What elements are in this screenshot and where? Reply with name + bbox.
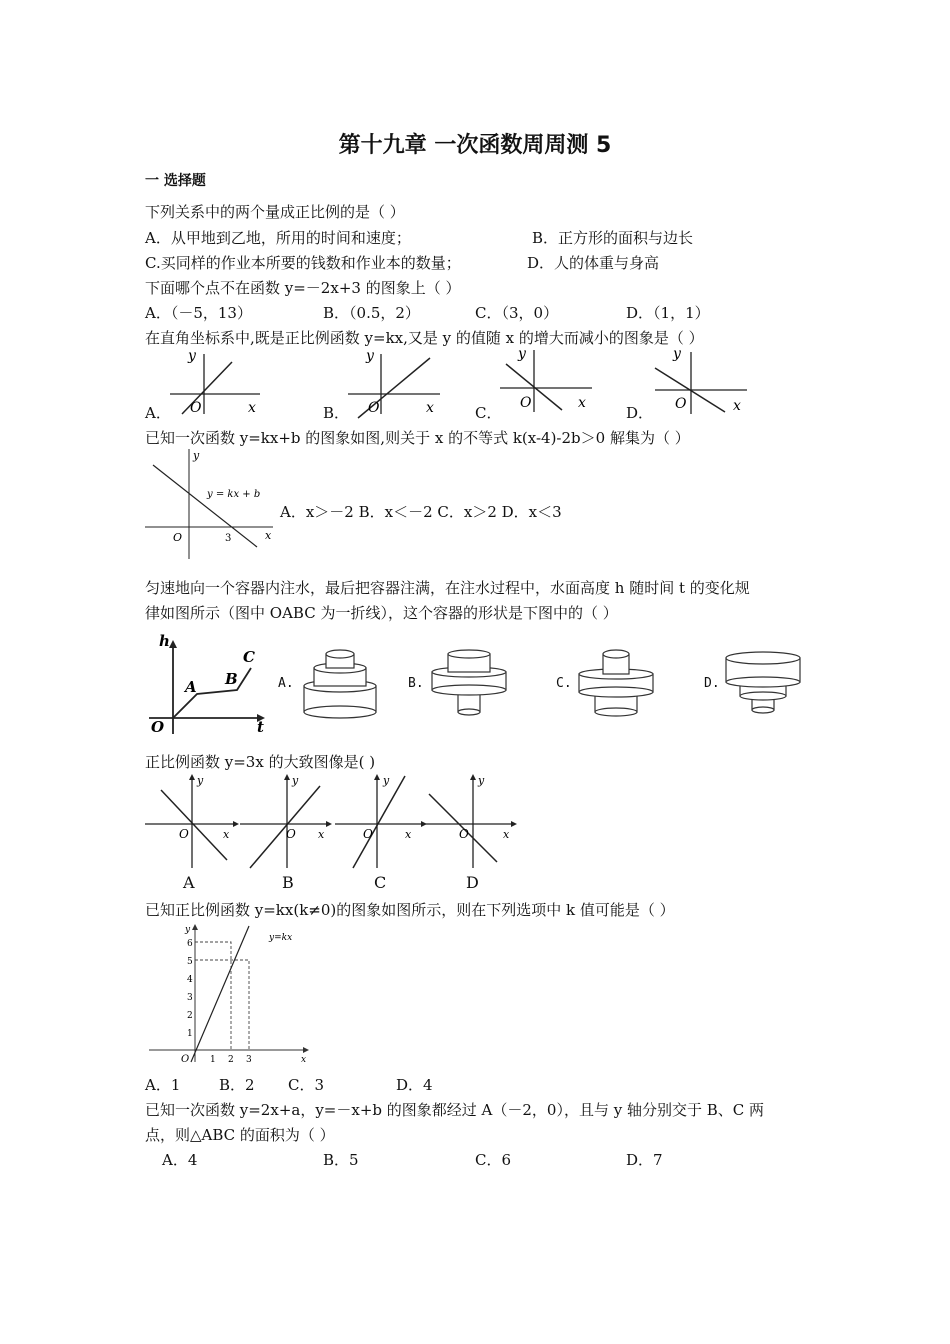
- q6a-y-label: y: [197, 774, 204, 787]
- q3-graph-a: [170, 348, 265, 418]
- q5-t-label: t: [257, 718, 264, 736]
- q1-option-d: D．人的体重与身高: [527, 254, 660, 272]
- q8-option-a: A．4: [162, 1151, 198, 1169]
- q1-option-a: A．从甲地到乙地，所用的时间和速度；: [145, 229, 411, 247]
- q7-line-label: y=kx: [269, 933, 293, 943]
- q3-option-c: C．: [475, 404, 502, 422]
- q5-container-b: [428, 650, 510, 718]
- q3b-y-label: y: [366, 348, 374, 364]
- q6a-o-label: O: [179, 827, 189, 841]
- q3-option-d: D．: [626, 404, 654, 422]
- q8-stem-line1: 已知一次函数 y=2x+a，y=－x+b 的图象都经过 A（－2，0），且与 y 轴分别交于 B、C 两: [145, 1101, 765, 1119]
- q5-option-a: A.: [278, 676, 294, 691]
- q7-option-c: C．3: [288, 1076, 325, 1094]
- q2-option-d: D．（1，1）: [626, 304, 710, 322]
- q1-option-c: C.买同样的作业本所要的钱数和作业本的数量；: [145, 254, 461, 272]
- q7-y-label: y: [185, 925, 191, 935]
- q6c-o-label: O: [363, 827, 373, 841]
- q5-container-c: [575, 648, 657, 718]
- q8-option-b: B．5: [323, 1151, 359, 1169]
- q7-ytick-4: 4: [187, 975, 193, 985]
- q3a-o-label: O: [190, 400, 202, 416]
- q3-option-b: B．: [323, 404, 350, 422]
- q5-graph: [145, 630, 270, 740]
- q7-o-label: O: [181, 1054, 190, 1065]
- q4-options: A．x＞－2 B．x＜－2 C．x＞2 D．x＜3: [280, 503, 562, 521]
- q4-x-intercept-label: 3: [225, 533, 232, 544]
- q6-graph-c: [335, 772, 430, 872]
- q7-ytick-1: 1: [187, 1029, 193, 1039]
- q6c-y-label: y: [383, 774, 390, 787]
- q6b-o-label: O: [286, 827, 296, 841]
- q5-option-d: D.: [704, 676, 720, 691]
- page-title: 第十九章 一次函数周周测 5: [338, 133, 612, 158]
- q6-option-b: B: [282, 873, 294, 892]
- q2-stem: 下面哪个点不在函数 y=－2x+3 的图象上（ ）: [145, 279, 461, 297]
- q4-stem: 已知一次函数 y=kx+b 的图象如图,则关于 x 的不等式 k(x-4)-2b＞0 解集为（ ）: [145, 429, 690, 447]
- q5-option-b: B.: [408, 676, 424, 691]
- q5-a-label: A: [185, 678, 197, 696]
- q3-option-a: A．: [145, 404, 171, 422]
- q5-container-a: [300, 648, 382, 718]
- q7-ytick-2: 2: [187, 1011, 193, 1021]
- q3a-y-label: y: [188, 348, 196, 364]
- q7-graph: [145, 922, 315, 1067]
- q5-o-label: O: [151, 718, 165, 736]
- q4-o-label: O: [173, 531, 183, 544]
- q1-stem: 下列关系中的两个量成正比例的是（ ）: [145, 203, 405, 221]
- q6-option-c: C: [374, 873, 387, 892]
- q3-graph-d: [655, 346, 750, 416]
- q6d-x-label: x: [503, 828, 510, 841]
- q1-option-b: B．正方形的面积与边长: [532, 229, 694, 247]
- q5-option-c: C.: [556, 676, 572, 691]
- q3b-x-label: x: [426, 400, 434, 416]
- q7-ytick-5: 5: [187, 957, 193, 967]
- q2-option-c: C．（3，0）: [475, 304, 559, 322]
- q2-option-b: B．（0.5，2）: [323, 304, 420, 322]
- q7-x-label: x: [301, 1055, 307, 1065]
- q5-b-label: B: [225, 670, 238, 688]
- q7-stem: 已知正比例函数 y=kx(k≠0)的图象如图所示，则在下列选项中 k 值可能是（ ）: [145, 901, 675, 919]
- q6b-x-label: x: [318, 828, 325, 841]
- q7-option-d: D．4: [396, 1076, 433, 1094]
- q3-graph-c: [500, 344, 595, 414]
- q7-xtick-2: 2: [228, 1055, 234, 1065]
- q7-ytick-3: 3: [187, 993, 193, 1003]
- q3c-y-label: y: [518, 346, 526, 362]
- q6-option-a: A: [183, 873, 195, 892]
- q3-graph-b: [348, 348, 443, 418]
- q6-stem: 正比例函数 y=3x 的大致图像是( ): [145, 753, 376, 771]
- q5-c-label: C: [243, 648, 255, 666]
- q5-stem-line1: 匀速地向一个容器内注水，最后把容器注满，在注水过程中，水面高度 h 随时间 t 的变化规: [145, 579, 750, 597]
- q6-graph-b: [240, 772, 335, 872]
- q4-graph: [145, 447, 280, 562]
- q4-line-label: y = kx + b: [207, 489, 261, 500]
- q7-xtick-3: 3: [246, 1055, 252, 1065]
- q5-container-d: [722, 648, 804, 718]
- q3d-o-label: O: [675, 396, 687, 412]
- q6a-x-label: x: [223, 828, 230, 841]
- q7-option-b: B．2: [219, 1076, 255, 1094]
- q6d-o-label: O: [459, 827, 469, 841]
- q3c-o-label: O: [520, 395, 532, 411]
- q7-ytick-6: 6: [187, 939, 193, 949]
- q4-x-label: x: [265, 529, 272, 542]
- section-heading: 一 选择题: [145, 173, 206, 189]
- q6b-y-label: y: [292, 774, 299, 787]
- q6d-y-label: y: [478, 774, 485, 787]
- q3-stem: 在直角坐标系中,既是正比例函数 y=kx,又是 y 的值随 x 的增大而减小的图象是（ ）: [145, 329, 704, 347]
- q8-option-c: C．6: [475, 1151, 512, 1169]
- q7-option-a: A．1: [145, 1076, 181, 1094]
- q3a-x-label: x: [248, 400, 256, 416]
- q6-option-d: D: [466, 873, 479, 892]
- q5-stem-line2: 律如图所示（图中 OABC 为一折线），这个容器的形状是下图中的（ ）: [145, 604, 618, 622]
- q4-y-label: y: [193, 449, 200, 462]
- q7-xtick-1: 1: [210, 1055, 216, 1065]
- q8-stem-line2: 点，则△ABC 的面积为（ ）: [145, 1126, 335, 1144]
- q8-option-d: D．7: [626, 1151, 663, 1169]
- q5-h-label: h: [159, 632, 170, 650]
- q3b-o-label: O: [368, 400, 380, 416]
- q6-graph-d: [425, 772, 520, 872]
- q6-graph-a: [145, 772, 240, 872]
- q3d-x-label: x: [733, 398, 741, 414]
- q6c-x-label: x: [405, 828, 412, 841]
- q3c-x-label: x: [578, 395, 586, 411]
- q2-option-a: A．（－5，13）: [145, 304, 252, 322]
- q3d-y-label: y: [673, 346, 681, 362]
